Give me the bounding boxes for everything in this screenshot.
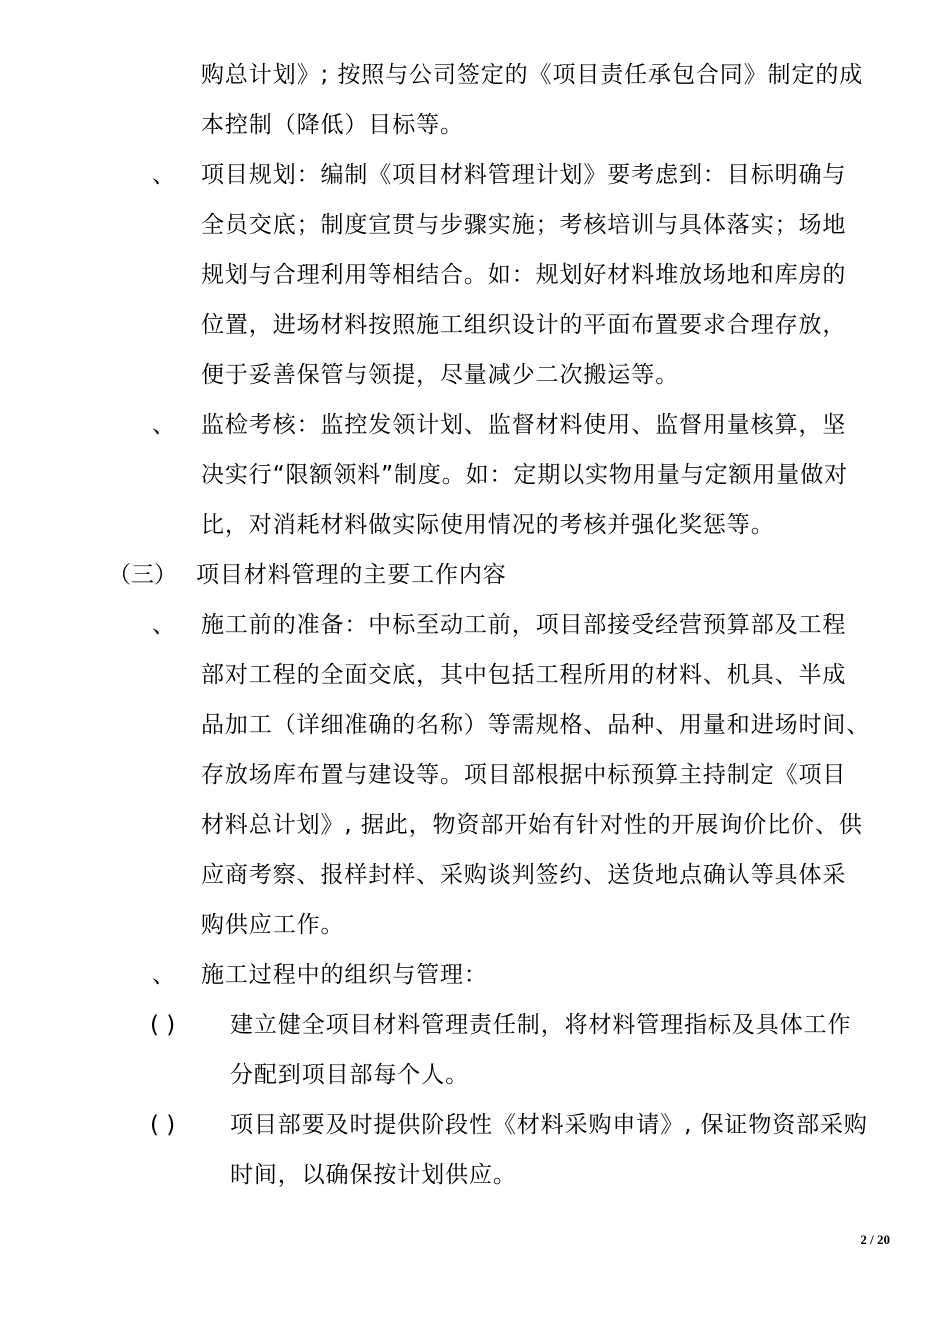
paragraph-line: 全员交底；制度宣贯与步骤实施；考核培训与具体落实；场地 bbox=[201, 212, 847, 238]
section-number: （三） bbox=[108, 562, 177, 588]
paragraph-line: 购总计划》; 按照与公司签定的《项目责任承包合同》制定的成 bbox=[201, 62, 864, 88]
paragraph-line: 材料总计划》, 据此，物资部开始有针对性的开展询价比价、供 bbox=[201, 812, 863, 838]
paragraph-line: 品加工（详细准确的名称）等需规格、品种、用量和进场时间、 bbox=[201, 712, 871, 738]
paragraph-line: 施工前的准备：中标至动工前，项目部接受经营预算部及工程 bbox=[201, 612, 847, 638]
list-marker: 、 bbox=[152, 162, 175, 188]
paragraph-line: 分配到项目部每个人。 bbox=[230, 1062, 469, 1088]
list-marker: ( ) bbox=[150, 1112, 176, 1138]
paragraph-line: 时间，以确保按计划供应。 bbox=[230, 1162, 517, 1188]
list-marker: 、 bbox=[152, 962, 175, 988]
paragraph-line: 购供应工作。 bbox=[201, 912, 345, 938]
paragraph-line: 本控制（降低）目标等。 bbox=[201, 112, 464, 138]
paragraph-line: 项目部要及时提供阶段性《材料采购申请》, 保证物资部采购 bbox=[230, 1112, 868, 1138]
paragraph-line: 部对工程的全面交底，其中包括工程所用的材料、机具、半成 bbox=[201, 662, 847, 688]
paragraph-line: 便于妥善保管与领提，尽量减少二次搬运等。 bbox=[201, 362, 679, 388]
section-heading: 项目材料管理的主要工作内容 bbox=[196, 562, 507, 588]
paragraph-line: 监检考核：监控发领计划、监督材料使用、监督用量核算，坚 bbox=[201, 412, 847, 438]
paragraph-line: 比，对消耗材料做实际使用情况的考核并强化奖惩等。 bbox=[201, 512, 775, 538]
paragraph-line: 施工过程中的组织与管理： bbox=[201, 962, 488, 988]
paragraph-line: 应商考察、报样封样、采购谈判签约、送货地点确认等具体采 bbox=[201, 862, 847, 888]
list-marker: ( ) bbox=[150, 1012, 176, 1038]
list-marker: 、 bbox=[152, 612, 175, 638]
paragraph-line: 决实行“限额领料”制度。如：定期以实物用量与定额用量做对 bbox=[201, 462, 849, 488]
paragraph-line: 建立健全项目材料管理责任制，将材料管理指标及具体工作 bbox=[230, 1012, 852, 1038]
paragraph-line: 存放场库布置与建设等。项目部根据中标预算主持制定《项目 bbox=[201, 762, 847, 788]
page-number: 2 / 20 bbox=[860, 1232, 890, 1247]
paragraph-line: 位置，进场材料按照施工组织设计的平面布置要求合理存放， bbox=[201, 312, 847, 338]
list-marker: 、 bbox=[152, 412, 175, 438]
paragraph-line: 项目规划：编制《项目材料管理计划》要考虑到：目标明确与 bbox=[201, 162, 847, 188]
paragraph-line: 规划与合理利用等相结合。如：规划好材料堆放场地和库房的 bbox=[201, 262, 847, 288]
